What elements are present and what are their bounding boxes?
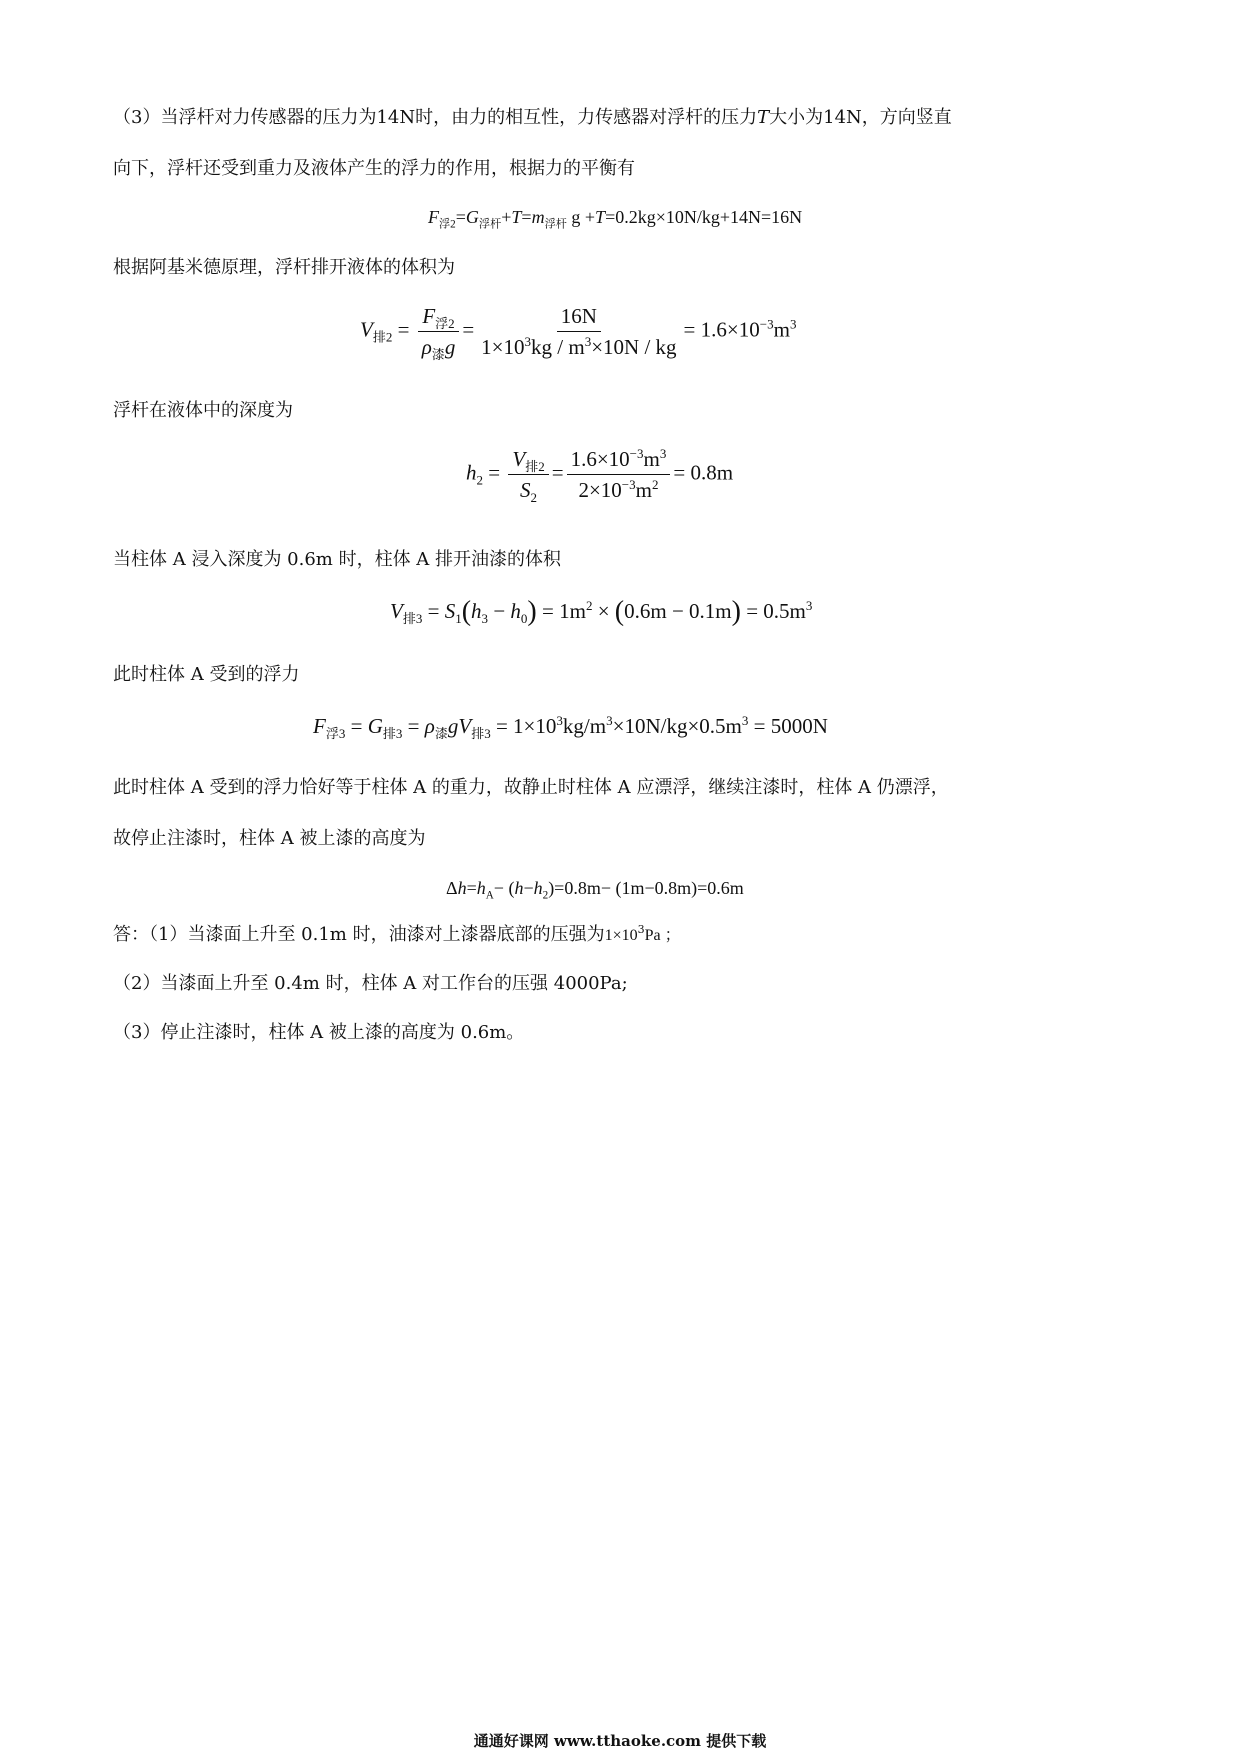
eq5-rho-sub: 漆 xyxy=(434,726,448,742)
eq5-r3: ×10N/kg×0.5m xyxy=(612,714,742,738)
eq2-result: = 1.6×10 xyxy=(683,317,760,342)
equation-displaced-volume: $V_{排2}$ = $\frac{F_{浮2}}{\rho_漆g}$ = $\frac{16N}{1\times 10^3kg / m^3\times 10N / kg}$ = $1.6\times 10^{-3}m^3$ xyxy=(360,304,797,363)
eq1-m-sub: 浮杆 xyxy=(544,218,567,231)
equation-buoyancy-balance: $F_{浮2}=G_{浮杆}+T=m_{浮杆}$ g +T=0.2kg×10N/kg+14N=16N xyxy=(428,207,803,231)
eq5-r2: kg/m xyxy=(562,714,607,738)
eq6-delta: Δ xyxy=(446,878,458,898)
eq3-result: = 0.8m xyxy=(673,460,734,485)
equation-paint-height xyxy=(446,874,744,902)
eq2-den2-c: ×10N / kg xyxy=(591,335,677,359)
eq4-result: = 0.5m xyxy=(740,599,806,623)
eq4-minus: − xyxy=(488,599,511,623)
eq2-fraction-1 xyxy=(418,303,460,363)
eq2-num-2: 16N xyxy=(557,303,601,332)
eq1-m: m xyxy=(531,207,545,227)
answer-3: （3）停止注漆时，柱体 A 被上漆的高度为 0.6m。 xyxy=(113,1022,525,1043)
paragraph-4: 浮杆在液体中的深度为 xyxy=(113,400,293,421)
eq5-r3-exp: 3 xyxy=(741,713,749,728)
paragraph-1-text: （3）当浮杆对力传感器的压力为14N时，由力的相互性，力传感器对浮杆的压力 xyxy=(113,107,758,128)
eq3-den2-b: m xyxy=(635,478,652,502)
eq2-result-unit: m xyxy=(773,317,790,342)
eq3-den-S: S xyxy=(520,478,531,502)
eq4-h0-sub: 0 xyxy=(520,611,528,627)
eq5-g: g xyxy=(447,714,459,738)
paragraph-6: 此时柱体 A 受到的浮力 xyxy=(113,664,300,685)
eq4-h3-sub: 3 xyxy=(481,611,489,627)
page-footer: 通通好课网 www.tthaoke.com 提供下载 xyxy=(473,1732,767,1750)
eq5-G-sub: 排3 xyxy=(382,726,403,742)
paragraph-8: 故停止注漆时，柱体 A 被上漆的高度为 xyxy=(113,828,426,849)
eq2-den2-a: 1×10 xyxy=(481,335,525,359)
eq3-den2-exp2: 2 xyxy=(651,477,659,492)
eq2-den-g: g xyxy=(444,335,456,359)
eq4-S: S xyxy=(444,599,456,623)
equation-volume-A: $V_{排3} = S_1(h_3 - h_0) = 1m^2 \times (0.6m - 0.1m) = 0.5m^3$ xyxy=(390,596,813,627)
eq3-num-V: V xyxy=(512,447,526,471)
eq1-F-sub: 浮2 xyxy=(439,218,456,231)
variable-T: T xyxy=(757,107,770,128)
eq4-h0: h xyxy=(510,599,521,623)
eq1-T-2: T xyxy=(595,207,606,227)
eq5-rho: ρ xyxy=(424,714,435,738)
eq4-mid: = 1m xyxy=(536,599,586,623)
eq1-T: T xyxy=(511,207,522,227)
eq6-h2: h xyxy=(533,878,543,898)
answer-1 xyxy=(113,923,681,948)
eq3-num2-a: 1.6×10 xyxy=(570,447,630,471)
eq4-mid-exp: 2 xyxy=(585,598,593,613)
equation-buoyancy-A xyxy=(313,712,828,740)
eq3-num2-exp2: 3 xyxy=(659,446,667,461)
eq6-mid: − ( xyxy=(493,878,515,898)
paragraph-1 xyxy=(113,106,952,130)
eq2-den2-exp2: 3 xyxy=(584,334,592,349)
eq3-num2-exp: −3 xyxy=(629,446,644,461)
eq4-times: × xyxy=(592,599,615,623)
paragraph-3: 根据阿基米德原理，浮杆排开液体的体积为 xyxy=(113,257,455,278)
eq2-num-F: F xyxy=(422,304,436,328)
eq4-V: V xyxy=(390,599,403,623)
eq3-fraction-2 xyxy=(567,446,671,503)
eq2-fraction-2 xyxy=(477,303,680,360)
eq2-den2-b: kg / m xyxy=(531,335,585,359)
eq6-h: h xyxy=(457,878,467,898)
eq4-V-sub: 排3 xyxy=(402,611,423,627)
eq2-num-sub: 浮2 xyxy=(435,316,455,332)
eq5-eq1: = xyxy=(345,714,368,738)
eq1-G-sub: 浮杆 xyxy=(478,218,502,231)
eq6-rest: )=0.8m− (1m−0.8m)=0.6m xyxy=(548,878,744,898)
eq5-F: F xyxy=(313,714,326,738)
eq5-r1: = 1×10 xyxy=(490,714,557,738)
eq2-result-exp: −3 xyxy=(759,316,774,332)
eq2-den-sub: 漆 xyxy=(431,347,445,363)
eq4-S-sub: 1 xyxy=(455,611,462,627)
eq3-den2-exp: −3 xyxy=(621,477,636,492)
eq5-V: V xyxy=(458,714,472,738)
eq2-V-sub: 排2 xyxy=(372,329,393,345)
eq5-eq2: = xyxy=(402,714,425,738)
eq2-den-rho: ρ xyxy=(421,335,432,359)
eq5-r4: = 5000N xyxy=(748,714,828,738)
eq3-fraction-1 xyxy=(508,446,548,506)
eq3-h-sub: 2 xyxy=(476,472,484,488)
answer-2: （2）当漆面上升至 0.4m 时，柱体 A 对工作台的压强 4000Pa; xyxy=(113,973,628,994)
eq4-result-exp: 3 xyxy=(805,598,813,613)
eq3-h: h xyxy=(466,460,477,485)
eq5-r1-exp: 3 xyxy=(556,713,563,728)
eq4-inner: 0.6m − 0.1m xyxy=(624,599,732,623)
paragraph-1-tail: 大小为14N，方向竖直 xyxy=(769,107,952,128)
eq3-den-sub: 2 xyxy=(530,490,538,506)
eq6-hA-sub: A xyxy=(485,889,494,902)
eq3-num-sub: 排2 xyxy=(525,459,545,475)
answer-1-exp: 3 xyxy=(637,923,645,936)
eq6-minus: − xyxy=(523,878,534,898)
equation-depth: $h_2$ = $\frac{V_{排2}}{S_2}$ = $\frac{1.6\times 10^{-3}m^3}{2\times 10^{-3}m^2}$ = 0.8m xyxy=(466,446,734,506)
paragraph-5: 当柱体 A 浸入深度为 0.6m 时，柱体 A 排开油漆的体积 xyxy=(113,549,562,570)
answer-1-value: 1×10 xyxy=(604,927,638,944)
eq6-h2-sub: 2 xyxy=(542,889,549,902)
eq5-V-sub: 排3 xyxy=(471,726,491,742)
eq3-den2-a: 2×10 xyxy=(578,478,622,502)
eq2-den2-exp: 3 xyxy=(524,334,532,349)
paragraph-2: 向下，浮杆还受到重力及液体产生的浮力的作用，根据力的平衡有 xyxy=(113,158,635,179)
eq4-h3: h xyxy=(471,599,482,623)
answer-1-unit: Pa ； xyxy=(644,927,681,944)
eq1-F: F xyxy=(428,207,439,227)
eq6-equals: = xyxy=(466,878,477,898)
eq5-r2-exp: 3 xyxy=(606,713,613,728)
eq2-result-unit-exp: 3 xyxy=(789,316,797,332)
eq1-rest: =0.2kg×10N/kg+14N=16N xyxy=(605,207,803,227)
eq1-equals-2: = xyxy=(521,207,532,227)
eq5-F-sub: 浮3 xyxy=(325,726,346,742)
eq4-equals: = xyxy=(422,599,445,623)
paragraph-7: 此时柱体 A 受到的浮力恰好等于柱体 A 的重力，故静止时柱体 A 应漂浮，继续注漆时，柱体 A 仍漂浮， xyxy=(113,777,949,798)
eq1-equals: = xyxy=(455,207,466,227)
eq1-g: g xyxy=(571,207,581,227)
eq5-G: G xyxy=(367,714,383,738)
answer-1-text: 答：（1）当漆面上升至 0.1m 时，油漆对上漆器底部的压强为 xyxy=(113,924,605,945)
eq1-plus: + xyxy=(501,207,512,227)
eq6-hA: h xyxy=(476,878,486,898)
eq1-G: G xyxy=(465,207,479,227)
eq3-num2-b: m xyxy=(643,447,660,471)
eq6-h: h xyxy=(514,878,524,898)
eq2-V: V xyxy=(360,317,373,342)
